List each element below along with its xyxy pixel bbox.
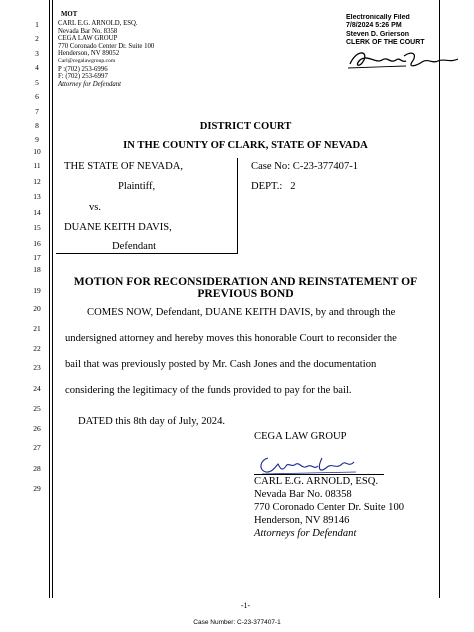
attorney-name: CARL E.G. ARNOLD, ESQ. xyxy=(58,20,138,27)
line-number: 21 xyxy=(33,324,41,333)
signature-firm: CEGA LAW GROUP xyxy=(254,431,347,442)
attorney-email: Carl@cegalawgroup.com xyxy=(58,57,116,64)
filing-stamp-clerk: Steven D. Grierson xyxy=(346,30,410,38)
line-number: 26 xyxy=(33,424,41,433)
body-line-1: COMES NOW, Defendant, DUANE KEITH DAVIS, by and through the xyxy=(87,307,396,318)
attorney-role: Attorney for Defendant xyxy=(58,80,122,88)
right-margin-rule xyxy=(439,0,440,598)
page-number: -1- xyxy=(240,601,251,610)
line-number: 6 xyxy=(35,92,39,101)
body-line-2: undersigned attorney and hereby moves this honorable Court to reconsider the xyxy=(65,333,397,344)
signer-city: Henderson, NV 89146 xyxy=(254,515,350,526)
line-number: 27 xyxy=(33,443,41,452)
signer-bar-no: Nevada Bar No. 08358 xyxy=(254,489,352,500)
department: DEPT.: 2 xyxy=(251,181,296,192)
line-number: 10 xyxy=(33,147,41,156)
line-number: 24 xyxy=(33,384,41,393)
line-number: 7 xyxy=(35,107,39,116)
attorney-address: 770 Coronado Center Dr. Suite 100 xyxy=(58,42,155,50)
plaintiff-name: THE STATE OF NEVADA, xyxy=(64,161,184,172)
line-number: 14 xyxy=(33,208,41,217)
line-number: 18 xyxy=(33,265,41,274)
signer-address: 770 Coronado Center Dr. Suite 100 xyxy=(254,502,405,513)
versus-label: vs. xyxy=(89,202,102,213)
left-margin-rule xyxy=(49,0,50,598)
line-number: 19 xyxy=(33,286,41,295)
attorney-bar-no: Nevada Bar No. 8358 xyxy=(58,27,118,35)
line-number: 8 xyxy=(35,121,39,130)
body-line-4: considering the legitimacy of the funds provided to pay for the bail. xyxy=(65,385,352,396)
attorney-block xyxy=(58,20,154,88)
filing-stamp-datetime: 7/8/2024 5:26 PM xyxy=(346,22,402,30)
line-number: 17 xyxy=(33,253,41,262)
line-number: 25 xyxy=(33,404,41,413)
line-number: 22 xyxy=(33,344,41,353)
attorney-phone: P :(702) 253-6996 xyxy=(58,65,108,73)
attorney-fax: F: (702) 253-6997 xyxy=(58,73,108,81)
document-code: MOT xyxy=(61,11,78,18)
footer-case-number: Case Number: C-23-377407-1 xyxy=(193,619,281,626)
caption-underline xyxy=(56,253,238,254)
caption-divider xyxy=(237,158,238,253)
line-number: 28 xyxy=(33,464,41,473)
attorney-city: Henderson, NV 89052 xyxy=(58,50,120,58)
court-name: DISTRICT COURT xyxy=(199,121,292,132)
line-number: 5 xyxy=(35,78,39,87)
line-number: 13 xyxy=(33,192,41,201)
defendant-name: DUANE KEITH DAVIS, xyxy=(64,222,172,233)
line-number: 4 xyxy=(35,63,39,72)
filing-stamp-label: Electronically Filed xyxy=(346,14,410,21)
clerk-signature xyxy=(346,46,464,74)
filing-stamp xyxy=(346,14,428,48)
attorney-firm: CEGA LAW GROUP xyxy=(58,35,118,43)
dated-line: DATED this 8th day of July, 2024. xyxy=(78,416,226,427)
plaintiff-role: Plaintiff, xyxy=(118,181,156,192)
signer-role: Attorneys for Defendant xyxy=(254,528,357,539)
filing-stamp-office: CLERK OF THE COURT xyxy=(346,39,425,47)
signer-name: CARL E.G. ARNOLD, ESQ. xyxy=(254,476,379,487)
line-number: 9 xyxy=(35,135,39,144)
defendant-role: Defendant xyxy=(112,241,157,252)
line-number: 2 xyxy=(35,34,39,43)
signature-details xyxy=(254,475,404,540)
line-number: 15 xyxy=(33,223,41,232)
line-number: 3 xyxy=(35,49,39,58)
motion-title-line-1: MOTION FOR RECONSIDERATION AND REINSTATEMENT OF xyxy=(73,275,418,288)
line-number: 29 xyxy=(33,484,41,493)
body-line-3: bail that was previously posted by Mr. Cash Jones and the documentation xyxy=(65,359,377,370)
line-number: 20 xyxy=(33,304,41,313)
line-number: 16 xyxy=(33,239,41,248)
motion-title-line-2: PREVIOUS BOND xyxy=(197,287,294,300)
line-number: 1 xyxy=(35,20,39,29)
court-county: IN THE COUNTY OF CLARK, STATE OF NEVADA xyxy=(123,140,368,151)
line-number: 23 xyxy=(33,363,41,372)
line-number: 11 xyxy=(33,161,41,170)
line-number: 12 xyxy=(33,177,41,186)
case-number: Case No: C-23-377407-1 xyxy=(251,161,359,172)
